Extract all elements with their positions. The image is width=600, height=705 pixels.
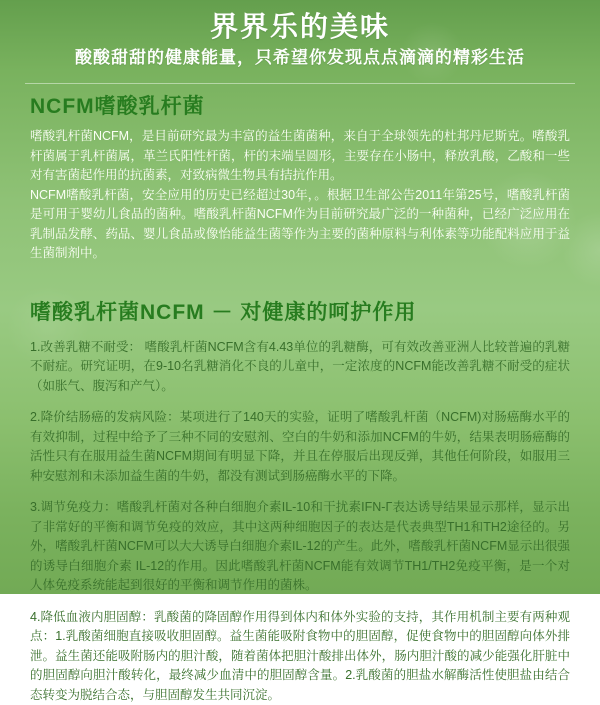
benefit-paragraph-4: 4.降低血液内胆固醇：乳酸菌的降固醇作用得到体内和体外实验的支持，其作用机制主要有两种观点：1.乳酸菌细胞直接吸收胆固醇。益生菌能吸附食物中的胆固醇，促使食物中的胆固醇向体外排泄。益生菌还能吸附肠内的胆汁酸，随着菌体把胆汁酸排出体外，肠内胆汁酸的减少能强化肝脏中的胆固醇向胆汁酸转化，最终减少血清中的胆固醇含量。2.乳酸菌的胆盐水解酶活性使胆盐由结合态转变为脱结合态，与胆固醇发生共同沉淀。 [30, 608, 570, 705]
intro-text-block [30, 127, 570, 264]
benefits-section-heading: 嗜酸乳杆菌NCFM － 对健康的呵护作用 [30, 300, 570, 326]
benefit-paragraph-3: 3.调节免疫力：嗜酸乳杆菌对各种白细胞介素IL-10和干扰素IFN-Γ表达诱导结果显示那样，显示出了非常好的平衡和调节免疫的效应，其中这两种细胞因子的表达是代表典型TH1和TH2途径的。另外，嗜酸乳杆菌NCFM可以大大诱导白细胞介素IL-12的产生。此外，嗜酸乳杆菌NCFM显示出很强的诱导白细胞介素 IL-12的作用。因此嗜酸乳杆菌NCFM能有效调节TH1/TH2免疫平衡，是一个对人体免疫系统能起到很好的平衡和调节作用的菌株。 [30, 498, 570, 596]
intro-section-heading: NCFM嗜酸乳杆菌 [30, 94, 570, 120]
header-divider [25, 83, 575, 84]
page-content [0, 94, 600, 705]
benefit-paragraph-2: 2.降价结肠癌的发病风险：某项进行了140天的实验，证明了嗜酸乳杆菌（NCFM)对肠癌酶水平的有效抑制，过程中给予了三种不同的安慰剂、空白的牛奶和添加NCFM的牛奶，结果表明肠癌酶的活性只有在服用益生菌NCFM期间有明显下降，并且在停服后出现反弹，其他任何阶段，如服用三种安慰剂和未添加益生菌的牛奶，都没有测试到肠癌酶水平的下降。 [30, 408, 570, 486]
intro-paragraph-2: NCFM嗜酸乳杆菌，安全应用的历史已经超过30年，。根据卫生部公告2011年第25号，嗜酸乳杆菌是可用于婴幼儿食品的菌种。嗜酸乳杆菌NCFM作为目前研究最广泛的一种菌种，已经广泛应用在乳制品发酵、药品、婴儿食品或像怡能益生菌等作为主要的菌种原料与利体素等功能配料应用于益生菌制剂中。 [30, 186, 570, 264]
benefit-paragraph-1: 1.改善乳糖不耐受： 嗜酸乳杆菌NCFM含有4.43单位的乳糖酶，可有效改善亚洲人比较普遍的乳糖不耐症。研究证明，在9-10名乳糖消化不良的儿童中，一定浓度的NCFM能改善乳糖不耐受的症状（如胀气、腹泻和产气）。 [30, 338, 570, 397]
benefits-text-block [30, 338, 570, 705]
section-health-benefits [30, 300, 570, 705]
intro-paragraph-1: 嗜酸乳杆菌NCFM，是目前研究最为丰富的益生菌菌种，来自于全球领先的杜邦丹尼斯克。嗜酸乳杆菌属于乳杆菌属，革兰氏阳性杆菌，杆的末端呈圆形，主要存在小肠中，释放乳酸，乙酸和一些对有害菌起作用的抗菌素，对致病微生物具有拮抗作用。 [30, 127, 570, 186]
page-title: 界界乐的美味 [0, 10, 600, 44]
section-ncfm-intro [30, 94, 570, 264]
page-header [0, 0, 600, 69]
page-subtitle: 酸酸甜甜的健康能量，只希望你发现点点滴滴的精彩生活 [0, 47, 600, 69]
